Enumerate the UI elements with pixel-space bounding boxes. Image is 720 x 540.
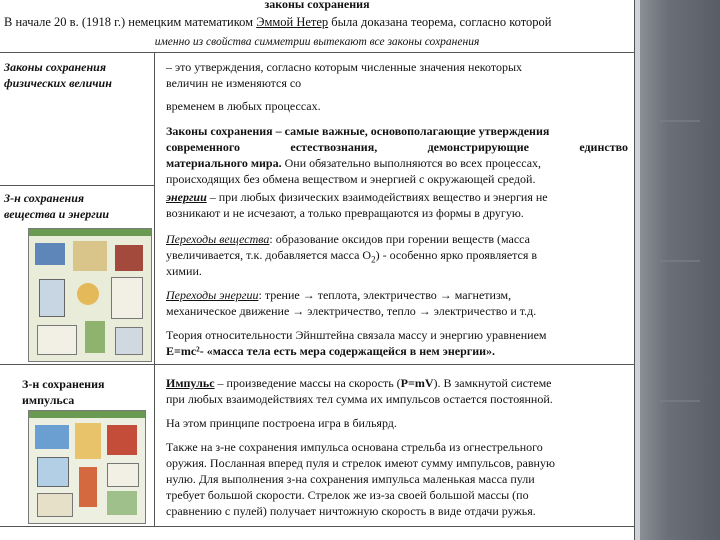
poster-figure <box>85 321 105 353</box>
table-border-top <box>0 52 634 53</box>
p2-word: демонстрирующие <box>427 140 529 154</box>
row1-def-line2: величин не изменяются со <box>166 76 302 90</box>
poster-header <box>29 229 151 236</box>
poster-header <box>29 411 145 418</box>
impulse-term: Импульс <box>166 376 215 390</box>
poster-figure <box>37 325 77 355</box>
noether-name: Эммой Нетер <box>256 15 329 29</box>
poster-figure <box>73 241 107 271</box>
p2-word: современного <box>166 140 240 154</box>
intro-text: В начале 20 в. (1918 г.) немецким математиком <box>4 15 257 29</box>
row2-energy-line2: возникают и не исчезают, а только превращаются из формы в другую. <box>166 206 524 220</box>
table-column-divider <box>154 52 155 526</box>
poster-figure <box>111 277 143 319</box>
oxygen-subscript: 2 <box>371 254 376 265</box>
row1-p2-line1: Законы сохранения – самые важные, основополагающие утверждения <box>166 124 550 138</box>
row2-label-line2: вещества и энергии <box>4 207 110 221</box>
row1-p2-line4: происходящих без обмена веществом и энергией с окружающей средой. <box>166 172 536 186</box>
energy-trans-text: : трение → теплота, электричество → магнетизм, <box>258 288 512 302</box>
row2-energy-trans-line2: механическое движение → электричество, тепло → электричество и т.д. <box>166 304 537 318</box>
energy-transitions-title: Переходы энергии <box>166 288 259 302</box>
intro-italic: именно из свойства симметрии вытекают все законы сохранения <box>154 36 480 48</box>
row1-p2-line3 <box>166 156 541 170</box>
poster-figure <box>115 245 143 271</box>
substance-text: ) - особенно ярко проявляется в <box>375 248 538 262</box>
row3-gun-line3: нулю. Для выполнения з-на сохранения импульса маленькая масса пули <box>166 472 535 486</box>
row1-def-line1: – это утверждения, согласно которым численные значения некоторых <box>166 60 523 74</box>
poster-figure <box>37 493 73 517</box>
bar-tick <box>660 120 700 122</box>
poster-figure <box>75 423 101 459</box>
row3-impulse-line1 <box>166 376 552 390</box>
impulse-def: – произведение массы на скорость ( <box>214 376 401 390</box>
row2-substance-line3: химии. <box>166 264 202 278</box>
row3-impulse-line2: при любых взаимодействиях тел сумма их импульсов остается постоянной. <box>166 392 553 406</box>
poster-figure <box>35 243 65 265</box>
row3-label-line1: З-н сохранения <box>22 377 105 391</box>
right-decorative-bar <box>640 0 720 540</box>
p2-word: естествознания, <box>290 140 378 154</box>
row1-label-line2: физических величин <box>4 76 112 90</box>
intro-line <box>4 15 552 29</box>
row2-energy-trans-line1 <box>166 288 511 302</box>
substance-text: увеличивается, т.к. добавляется масса O <box>166 248 372 262</box>
row2-relativity-line1: Теория относительности Эйнштейна связала массу и энергию уравнением <box>166 328 547 342</box>
row3-label-line2: импульса <box>22 393 75 407</box>
row3-billiard: На этом принципе построена игра в бильярд. <box>166 416 397 430</box>
bar-tick <box>660 260 700 262</box>
poster-figure <box>115 327 143 355</box>
row3-gun-line5: сравнению с пулей) получает ничтожную скорость в виде отдачи ружья. <box>166 504 536 518</box>
bar-tick <box>660 400 700 402</box>
row1-p2-line2 <box>166 140 628 154</box>
poster-figure <box>107 463 139 487</box>
energy-term: энергии <box>166 190 207 204</box>
row2-energy-line1 <box>166 190 548 204</box>
row2-substance-line2 <box>166 248 537 266</box>
poster-figure <box>107 491 137 515</box>
poster-figure <box>79 467 97 507</box>
page-right-border <box>634 0 635 540</box>
row1-label-line1: Законы сохранения <box>4 60 107 74</box>
row3-gun-line4: требует большой скорости. Стрелок же из-за своей большой массы (по <box>166 488 529 502</box>
table-border-row3 <box>0 364 634 365</box>
momentum-poster-thumbnail <box>28 410 146 524</box>
p2-rest: Они обязательно выполняются во всех процессах, <box>281 156 542 170</box>
poster-figure <box>37 457 69 487</box>
row3-gun-line2: оружия. Посланная вперед пуля и стрелок имеют сумму импульсов, равную <box>166 456 555 470</box>
table-border-bottom <box>0 526 634 527</box>
row1-def-line3: временем в любых процессах. <box>166 99 321 113</box>
row2-relativity-line2: E=mc²- «масса тела есть мера содержащейся в нем энергии». <box>166 344 496 358</box>
intro-text-end: была доказана теорема, согласно которой <box>328 15 552 29</box>
table-left-divider <box>0 185 154 186</box>
page-title: законы сохранения <box>264 0 370 11</box>
p2-bold-phrase: материального мира. <box>166 156 282 170</box>
poster-figure <box>35 425 69 449</box>
substance-text: : образование оксидов при горении веществ (масса <box>269 232 530 246</box>
impulse-def-end: ). В замкнутой системе <box>433 376 552 390</box>
substance-transitions-title: Переходы вещества <box>166 232 270 246</box>
poster-figure <box>77 283 99 305</box>
p2-word: единство <box>579 140 628 154</box>
row3-gun-line1: Также на з-не сохранения импульса основана стрельба из огнестрельного <box>166 440 543 454</box>
energy-def: – при любых физических взаимодействиях вещество и энергия не <box>206 190 548 204</box>
poster-figure <box>39 279 65 317</box>
row2-substance-line1 <box>166 232 530 246</box>
matter-energy-poster-thumbnail <box>28 228 152 362</box>
poster-figure <box>107 425 137 455</box>
row2-label-line1: З-н сохранения <box>4 191 85 205</box>
impulse-formula: P=mV <box>400 376 434 390</box>
